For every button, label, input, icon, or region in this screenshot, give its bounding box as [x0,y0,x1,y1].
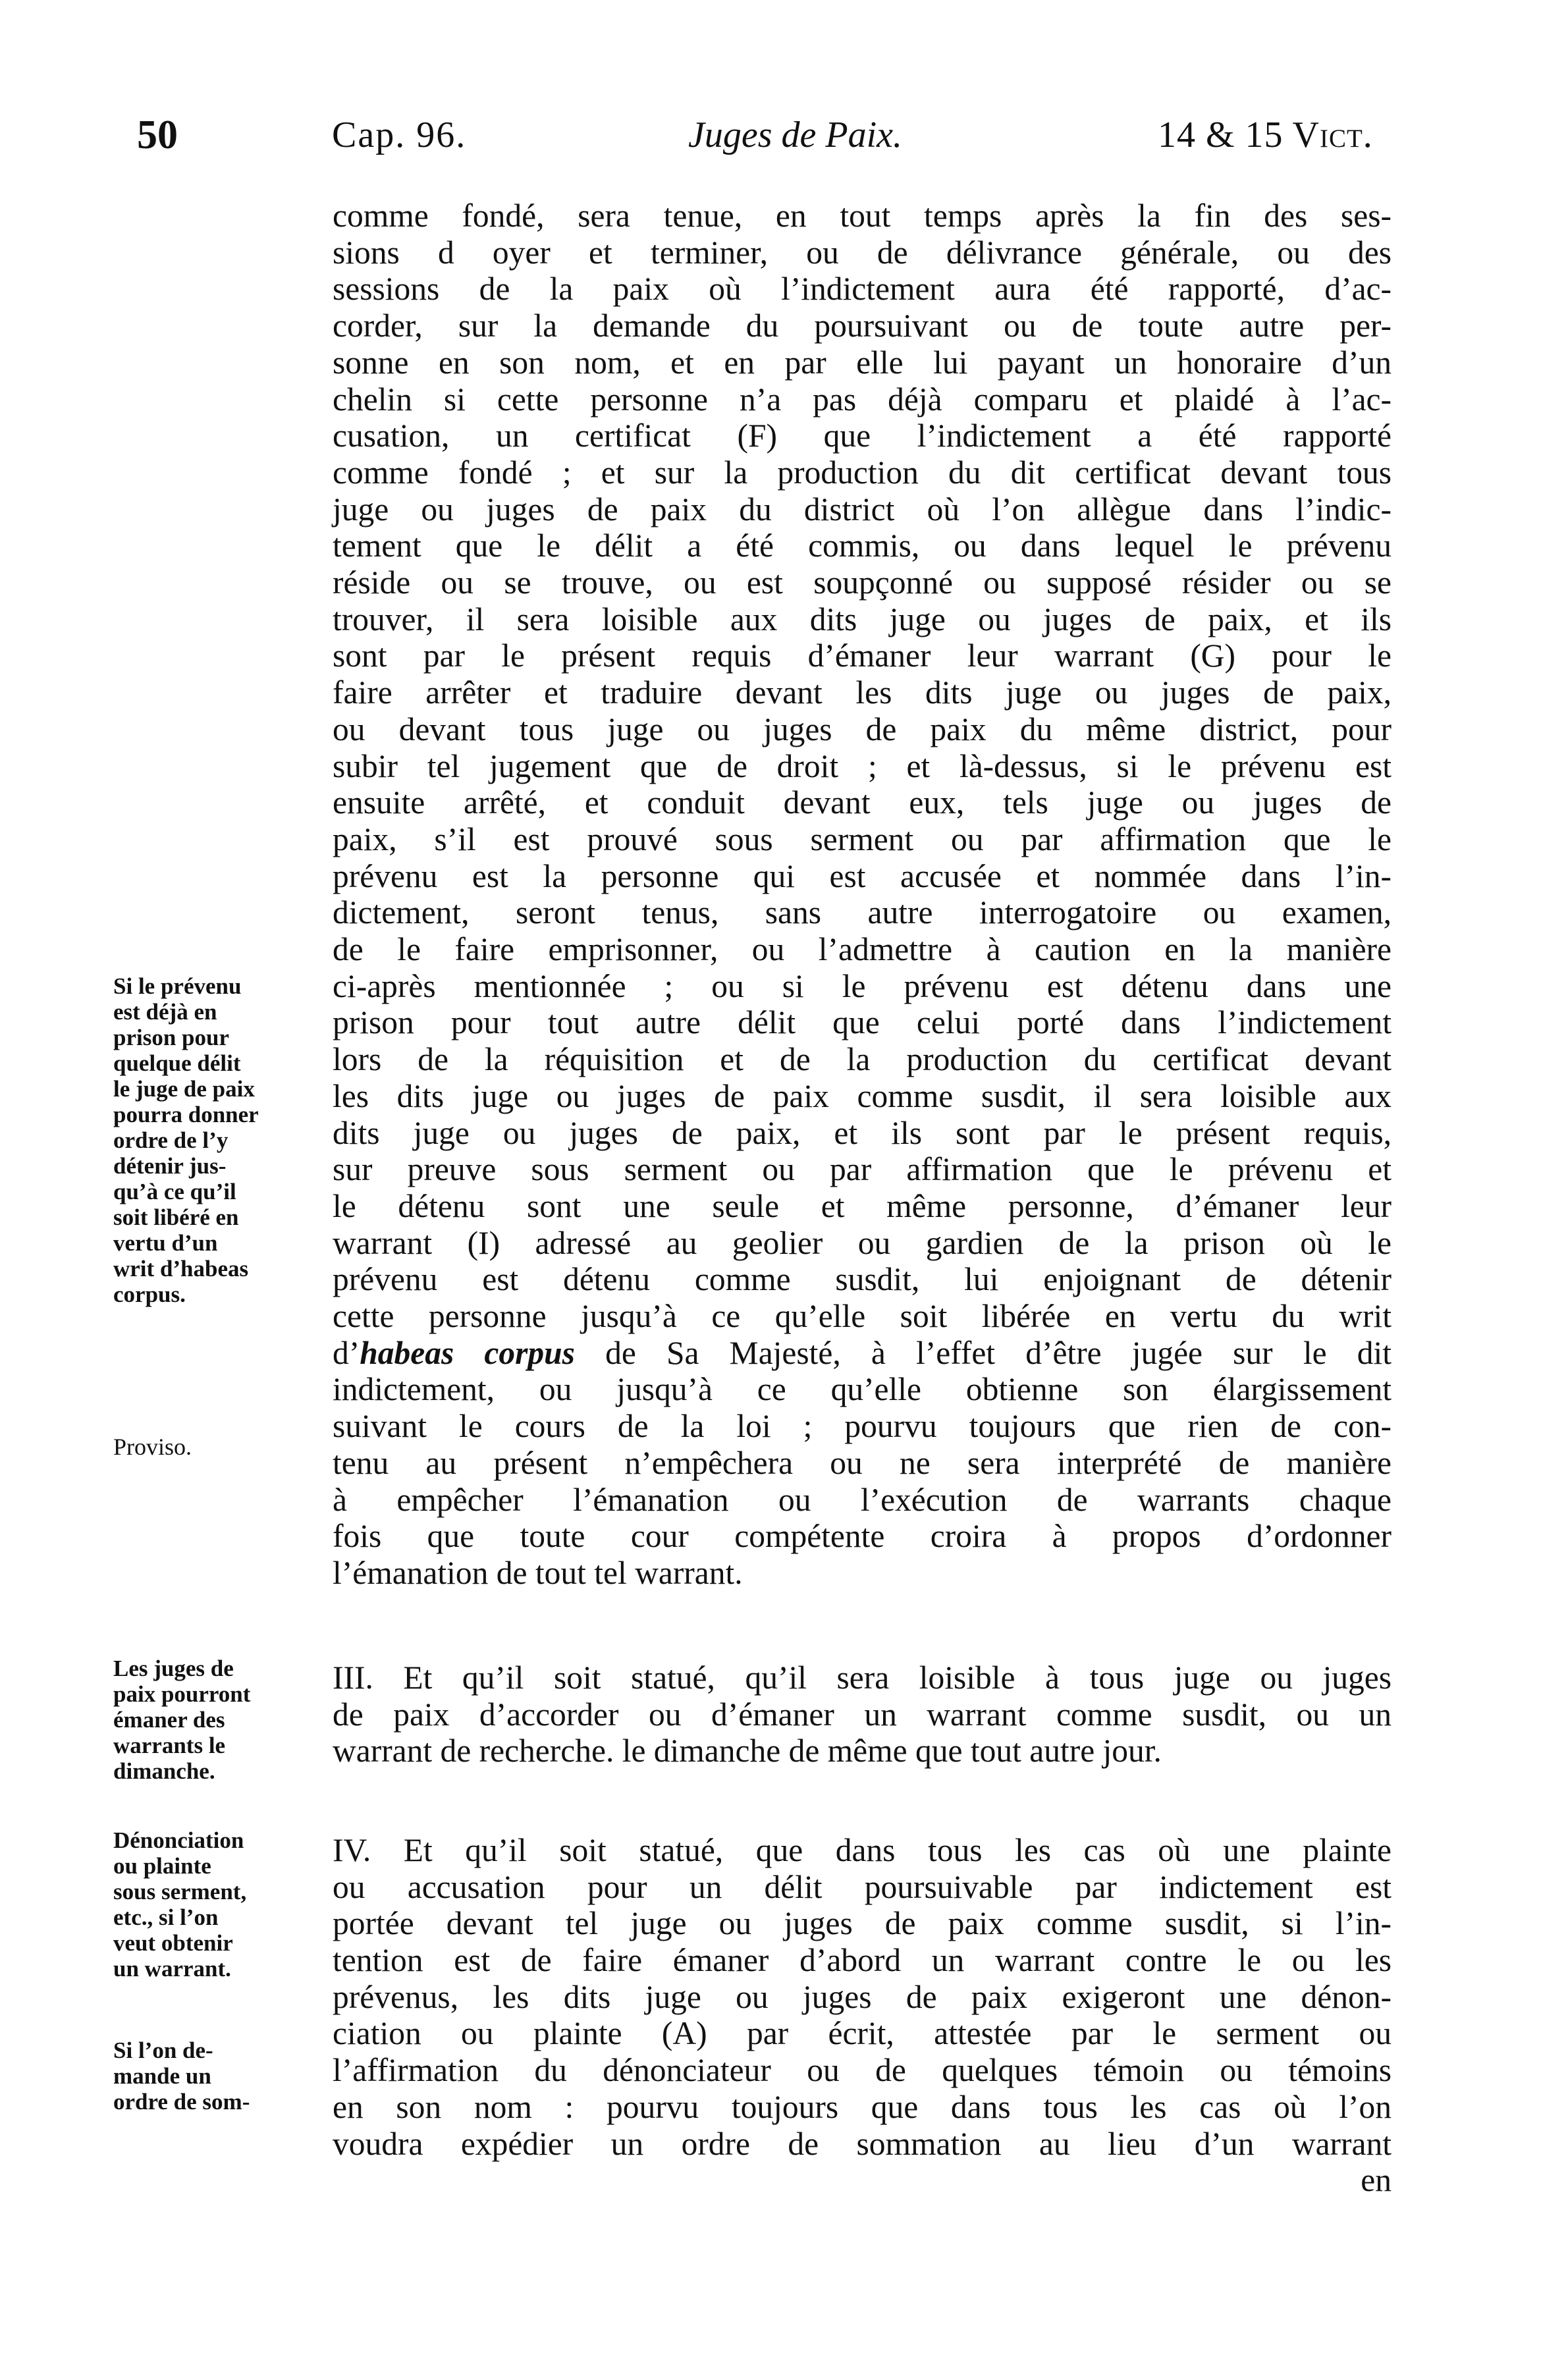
margin-note-line: soit libéré en [113,1204,239,1230]
section-iv-line: portée devant tel juge ou juges de paix comme susdit, si l’in- [333,1905,1392,1941]
running-header [0,109,1568,161]
text-line: l’émanation de tout tel warrant. [333,1555,743,1591]
section-iii-line: de paix d’accorder ou d’émaner un warrant comme susdit, ou un [333,1696,1392,1733]
text-line: paix, s’il est prouvé sous serment ou par affirmation que le [333,821,1392,857]
section-iv-line: prévenus, les dits juge ou juges de paix exigeront une dénon- [333,1979,1392,2015]
margin-note-line: writ d’habeas [113,1256,249,1281]
margin-note-line: le juge de paix [113,1076,255,1102]
margin-note-line: est déjà en [113,999,217,1025]
text-line: comme fondé, sera tenue, en tout temps après la fin des ses- [333,198,1392,234]
section-iv-line: l’affirmation du dénonciateur ou de quelques témoin ou témoins [333,2052,1392,2088]
text-line: trouver, il sera loisible aux dits juge ou juges de paix, et ils [333,601,1392,637]
margin-note-line: émaner des [113,1707,225,1733]
margin-note-line: veut obtenir [113,1930,233,1956]
section-iii-line: warrant de recherche. le dimanche de même que tout autre jour. [333,1733,1162,1769]
margin-note-line: corpus. [113,1281,186,1307]
text-line: faire arrêter et traduire devant les dits juge ou juges de paix, [333,674,1392,711]
habeas-corpus-italic: habeas corpus [360,1335,575,1371]
text-line: fois que toute cour compétente croira à propos d’ordonner [333,1518,1392,1554]
text-line: sonne en son nom, et en par elle lui payant un honoraire d’un [333,344,1392,381]
margin-note-denonciation [113,1827,331,1982]
text-fragment: de Sa Majesté, à l’effet d’être jugée sur le dit [574,1335,1392,1371]
margin-note-line: Dénonciation [113,1827,244,1853]
text-line: lors de la réquisition et de la production du certificat devant [333,1041,1392,1077]
text-line: dits juge ou juges de paix, et ils sont par le présent requis, [333,1115,1392,1151]
margin-note-line: un warrant. [113,1956,231,1982]
section-iv-line: ciation ou plainte (A) par écrit, attestée par le serment ou [333,2015,1392,2051]
catchword: en [1361,2162,1392,2198]
text-line: dictement, seront tenus, sans autre interrogatoire ou examen, [333,894,1392,931]
margin-note-line: dimanche. [113,1758,215,1784]
text-line: suivant le cours de la loi ; pourvu toujours que rien de con- [333,1408,1392,1444]
margin-note-proviso: Proviso. [113,1434,192,1460]
margin-note-line: prison pour [113,1025,230,1050]
margin-note-line: quelque délit [113,1050,241,1076]
page-number: 50 [137,113,178,157]
margin-note-sommation [113,2037,331,2115]
text-line: sont par le présent requis d’émaner leur warrant (G) pour le [333,637,1392,674]
text-line: ci-après mentionnée ; ou si le prévenu est détenu dans une [333,968,1392,1004]
margin-note-line: Les juges de [113,1656,234,1681]
margin-note-line: mande un [113,2063,211,2089]
text-line: chelin si cette personne n’a pas déjà comparu et plaidé à l’ac- [333,381,1392,418]
text-line-habeas-corpus [333,1335,1392,1372]
text-line: subir tel jugement que de droit ; et là-dessus, si le prévenu est [333,748,1392,784]
section-iv-line: en son nom : pourvu toujours que dans tous les cas où l’on [333,2089,1392,2125]
text-line: cette personne jusqu’à ce qu’elle soit libérée en vertu du writ [333,1298,1392,1334]
section-iv-line: ou accusation pour un délit poursuivable par indictement est [333,1869,1392,1905]
margin-note-line: ordre de l’y [113,1127,229,1153]
section-iv-line: tention est de faire émaner d’abord un warrant contre le ou les [333,1942,1392,1978]
margin-note-line: warrants le [113,1733,226,1758]
margin-note-line: sous serment, [113,1879,247,1904]
text-line: les dits juge ou juges de paix comme susdit, il sera loisible aux [333,1078,1392,1114]
running-title: Juges de Paix. [688,115,902,155]
margin-note-dimanche [113,1656,331,1784]
text-fragment: d’ [333,1335,360,1371]
regnal-year: 14 & 15 Vict. [1158,115,1373,155]
text-line: le détenu sont une seule et même personne, d’émaner leur [333,1188,1392,1224]
text-line: ou devant tous juge ou juges de paix du même district, pour [333,711,1392,747]
margin-note-line: détenir jus- [113,1153,227,1179]
margin-note-line: pourra donner [113,1102,259,1127]
margin-note-line: ordre de som- [113,2089,250,2115]
text-line: warrant (I) adressé au geolier ou gardien de la prison où le [333,1225,1392,1261]
text-line: à empêcher l’émanation ou l’exécution de warrants chaque [333,1482,1392,1518]
text-line: prévenu est détenu comme susdit, lui enjoignant de détenir [333,1261,1392,1297]
section-iii-line: III. Et qu’il soit statué, qu’il sera loisible à tous juge ou juges [333,1659,1392,1696]
section-iv-line: IV. Et qu’il soit statué, que dans tous les cas où une plainte [333,1832,1392,1868]
margin-note-line: Si l’on de- [113,2037,213,2063]
text-line: tenu au présent n’empêchera ou ne sera interprété de manière [333,1445,1392,1481]
text-line: juge ou juges de paix du district où l’on allègue dans l’indic- [333,491,1392,527]
margin-note-line: ou plainte [113,1853,211,1879]
text-line: sessions de la paix où l’indictement aura été rapporté, d’ac- [333,271,1392,307]
text-line: indictement, ou jusqu’à ce qu’elle obtienne son élargissement [333,1371,1392,1407]
text-line: ensuite arrêté, et conduit devant eux, tels juge ou juges de [333,784,1392,821]
text-line: réside ou se trouve, ou est soupçonné ou supposé résider ou se [333,564,1392,601]
text-line: de le faire emprisonner, ou l’admettre à caution en la manière [333,931,1392,967]
text-line: sur preuve sous serment ou par affirmation que le prévenu et [333,1151,1392,1187]
text-line: sions d oyer et terminer, ou de délivrance générale, ou des [333,234,1392,271]
text-line: tement que le délit a été commis, ou dans lequel le prévenu [333,527,1392,564]
chapter-label: Cap. 96. [332,115,467,155]
text-line: cusation, un certificat (F) que l’indictement a été rapporté [333,418,1392,454]
section-iv-line: voudra expédier un ordre de sommation au lieu d’un warrant [333,2126,1392,2162]
margin-note-line: paix pourront [113,1681,251,1707]
margin-note-line: Si le prévenu [113,973,242,999]
margin-note-line: vertu d’un [113,1230,218,1256]
margin-note-prevenu-detenu [113,973,331,1307]
text-line: corder, sur la demande du poursuivant ou de toute autre per- [333,308,1392,344]
text-line: prison pour tout autre délit que celui porté dans l’indictement [333,1004,1392,1040]
text-line: prévenu est la personne qui est accusée et nommée dans l’in- [333,858,1392,894]
text-line: comme fondé ; et sur la production du dit certificat devant tous [333,454,1392,491]
margin-note-line: qu’à ce qu’il [113,1179,236,1204]
margin-note-line: etc., si l’on [113,1904,219,1930]
